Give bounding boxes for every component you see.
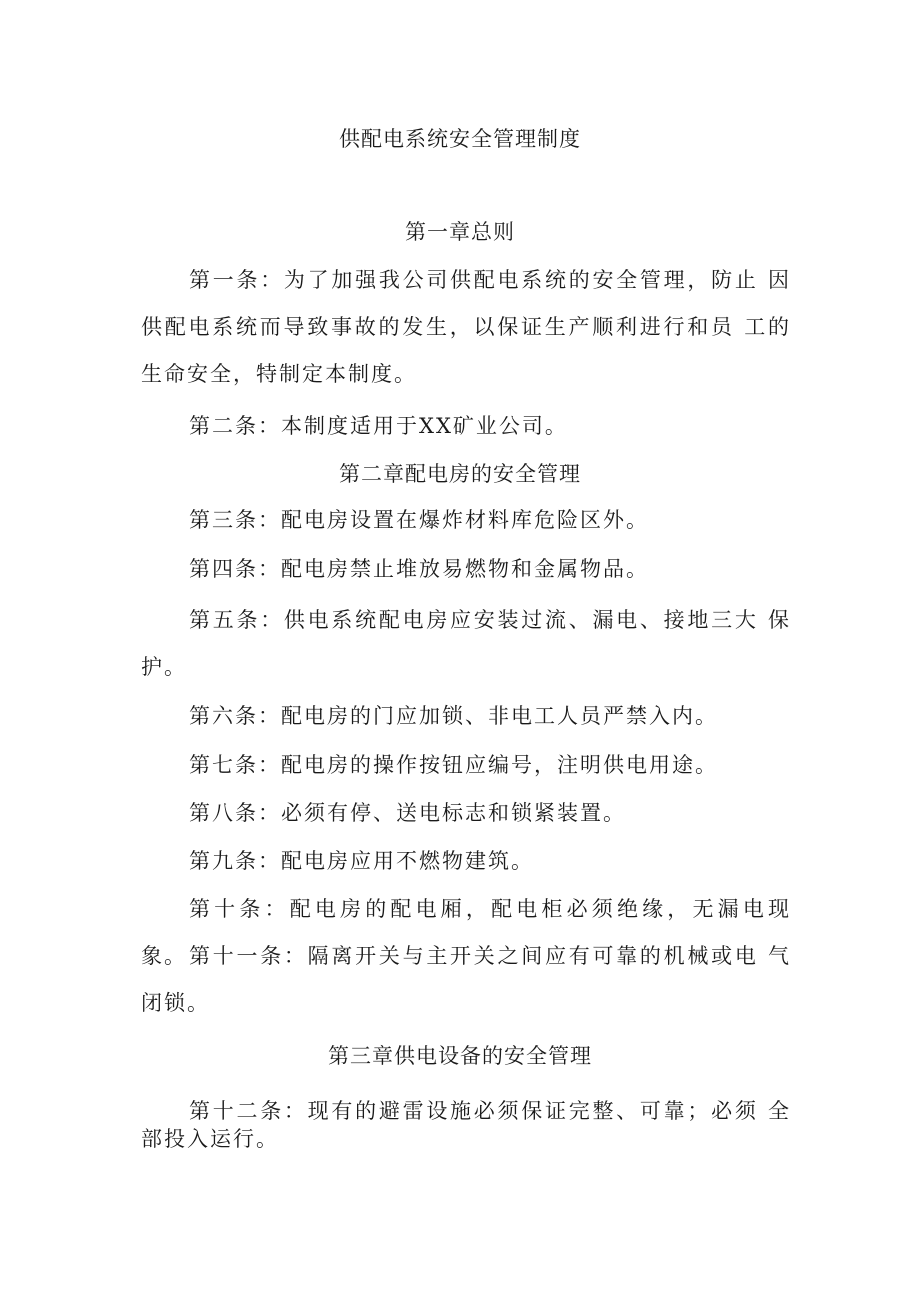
article-6: 第六条：配电房的门应加锁、非电工人员严禁入内。 [189, 704, 718, 728]
chapter-heading-3: 第三章供电设备的安全管理 [328, 1044, 592, 1068]
article-7: 第七条：配电房的操作按钮应编号，注明供电用途。 [189, 753, 718, 777]
article-8: 第八条：必须有停、送电标志和锁紧装置。 [189, 801, 626, 825]
document-title: 供配电系统安全管理制度 [339, 127, 581, 151]
article-3: 第三条：配电房设置在爆炸材料库危险区外。 [189, 508, 649, 532]
article-9: 第九条：配电房应用不燃物建筑。 [189, 849, 534, 873]
article-5: 第五条：供电系统配电房应安装过流、漏电、接地三大 保护。 [141, 608, 791, 679]
article-10: 第十条：配电房的配电厢，配电柜必须绝缘，无漏电现 象。 [141, 897, 791, 968]
article-4: 第四条：配电房禁止堆放易燃物和金属物品。 [189, 557, 649, 581]
chapter-heading-1: 第一章总则 [405, 220, 515, 244]
article-11: 第十一条：隔离开关与主开关之间应有可靠的机械或电 气闭锁。 [141, 944, 791, 1015]
article-1: 第一条：为了加强我公司供配电系统的安全管理，防止 因供配电系统而导致事故的发生，以保证生产顺利进行和员 工的生命安全，特制定本制度。 [141, 268, 791, 386]
chapter-heading-2: 第二章配电房的安全管理 [339, 462, 581, 486]
article-2: 第二条：本制度适用于XX矿业公司。 [189, 414, 568, 438]
article-12: 第十二条：现有的避雷设施必须保证完整、可靠；必须 全部投入运行。 [141, 1099, 791, 1151]
